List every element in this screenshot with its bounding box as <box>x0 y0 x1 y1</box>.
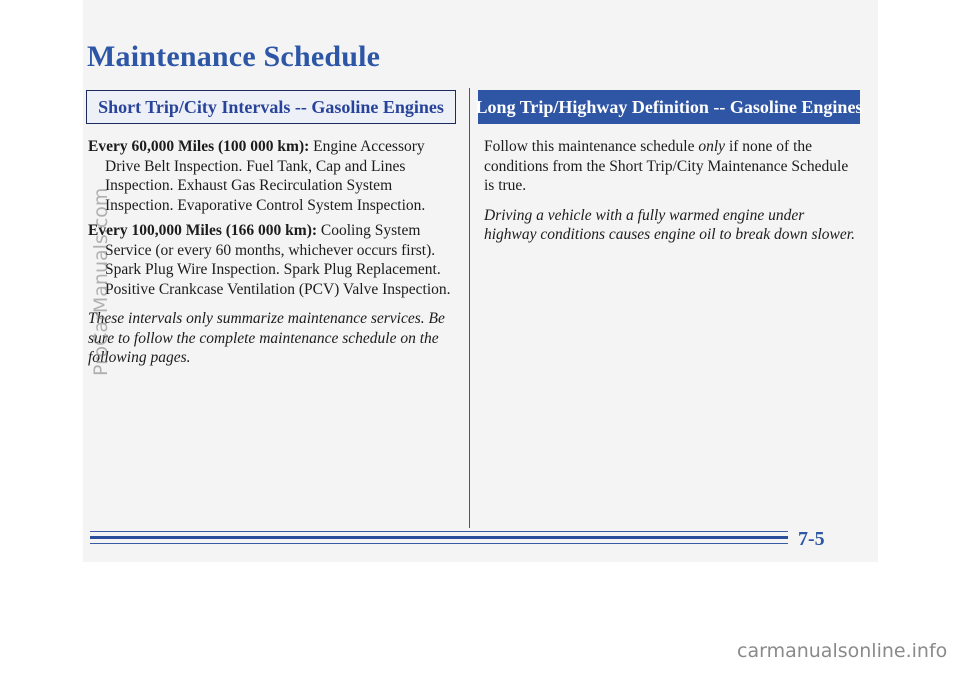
interval-100000 <box>88 221 460 299</box>
footer-rule-top <box>90 531 788 532</box>
footer-rule-bottom <box>90 543 788 544</box>
only-emphasis: only <box>698 138 726 155</box>
long-trip-header: Long Trip/Highway Definition -- Gasoline Engines <box>478 90 860 124</box>
short-trip-header: Short Trip/City Intervals -- Gasoline Engines <box>86 90 456 124</box>
page-number: 7-5 <box>798 528 825 550</box>
page-title: Maintenance Schedule <box>87 40 381 73</box>
follow-text-start: Follow this maintenance schedule <box>484 138 699 155</box>
side-watermark: ProCarManuals.com <box>90 187 112 376</box>
interval-60000 <box>88 137 460 215</box>
footer-watermark: carmanualsonline.info <box>737 640 948 662</box>
interval-60000-text: Engine Accessory Drive Belt Inspection. Fuel Tank, Cap and Lines Inspection. Exhaust Gas Recirculation System Inspection. Evaporative Control System Inspection. <box>105 138 426 214</box>
interval-100000-label: Every 100,000 Miles (166 000 km): <box>88 222 318 239</box>
footer-rule <box>90 536 788 539</box>
right-column <box>484 137 856 245</box>
left-column <box>88 137 460 368</box>
interval-60000-label: Every 60,000 Miles (100 000 km): <box>88 138 310 155</box>
summary-note: These intervals only summarize maintenance services. Be sure to follow the complete maintenance schedule on the following pages. <box>88 310 445 366</box>
follow-text-end: if none of the conditions from the Short Trip/City Maintenance Schedule is true. <box>484 138 849 194</box>
column-divider <box>469 88 470 528</box>
highway-note: Driving a vehicle with a fully warmed engine under highway conditions causes engine oil to break down slower. <box>484 206 855 243</box>
follow-schedule-text <box>484 137 856 196</box>
interval-100000-text: Cooling System Service (or every 60 months, whichever occurs first). Spark Plug Wire Inspection. Spark Plug Replacement. Positive Crankcase Ventilation (PCV) Valve Inspection. <box>105 222 451 298</box>
